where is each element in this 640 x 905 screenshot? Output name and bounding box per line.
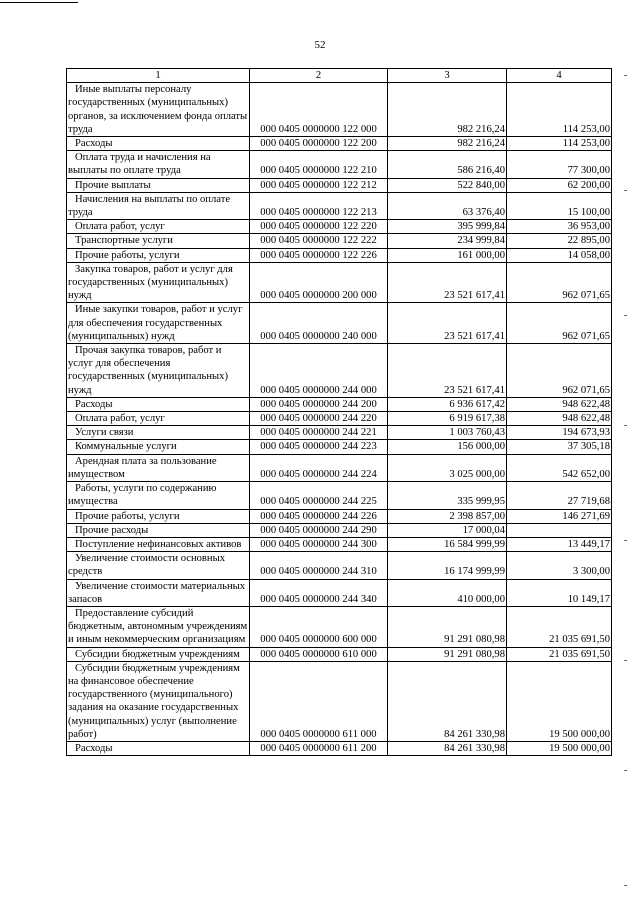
table-row: [67, 344, 612, 398]
row-value-col3: 6 936 617,42: [388, 397, 507, 411]
column-header: 1: [67, 69, 250, 83]
row-code: 000 0405 0000000 122 200: [250, 137, 388, 151]
row-name: Оплата труда и начисления на выплаты по оплате труда: [67, 151, 250, 178]
table-row: [67, 509, 612, 523]
row-value-col4: 77 300,00: [507, 151, 612, 178]
table-row: [67, 606, 612, 647]
table-row: [67, 83, 612, 137]
row-name: Увеличение стоимости материальных запасов: [67, 579, 250, 606]
row-value-col3: 335 999,95: [388, 482, 507, 509]
scan-margin-mark: -: [624, 70, 628, 81]
row-value-col3: 522 840,00: [388, 178, 507, 192]
budget-table: [66, 68, 612, 756]
row-name: Иные закупки товаров, работ и услуг для обеспечения государственных (муниципальных) нужд: [67, 303, 250, 344]
row-name: Увеличение стоимости основных средств: [67, 552, 250, 579]
table-row: [67, 412, 612, 426]
row-value-col4: [507, 523, 612, 537]
row-name: Прочие выплаты: [67, 178, 250, 192]
row-value-col4: 948 622,48: [507, 412, 612, 426]
row-value-col3: 161 000,00: [388, 248, 507, 262]
row-value-col3: 156 000,00: [388, 440, 507, 454]
table-row: [67, 523, 612, 537]
row-code: 000 0405 0000000 244 310: [250, 552, 388, 579]
row-code: 000 0405 0000000 122 222: [250, 234, 388, 248]
row-code: 000 0405 0000000 611 000: [250, 661, 388, 741]
row-code: 000 0405 0000000 244 224: [250, 454, 388, 481]
row-name: Коммунальные услуги: [67, 440, 250, 454]
scan-margin-mark: -: [624, 310, 628, 321]
row-code: 000 0405 0000000 244 340: [250, 579, 388, 606]
table-row: [67, 397, 612, 411]
row-value-col4: 114 253,00: [507, 137, 612, 151]
row-code: 000 0405 0000000 244 225: [250, 482, 388, 509]
row-value-col3: 6 919 617,38: [388, 412, 507, 426]
row-name: Предоставление субсидий бюджетным, автономным учреждениям и иным некоммерческим организациям: [67, 606, 250, 647]
table-row: [67, 482, 612, 509]
row-value-col3: 23 521 617,41: [388, 262, 507, 303]
row-code: 000 0405 0000000 611 200: [250, 741, 388, 755]
row-name: Работы, услуги по содержанию имущества: [67, 482, 250, 509]
column-header: 3: [388, 69, 507, 83]
scan-margin-mark: -: [624, 655, 628, 666]
row-value-col4: 10 149,17: [507, 579, 612, 606]
table-row: [67, 151, 612, 178]
row-value-col3: 2 398 857,00: [388, 509, 507, 523]
table-row: [67, 262, 612, 303]
table-row: [67, 440, 612, 454]
row-name: Субсидии бюджетным учреждениям: [67, 647, 250, 661]
row-code: 000 0405 0000000 244 200: [250, 397, 388, 411]
row-code: 000 0405 0000000 122 220: [250, 220, 388, 234]
table-row: [67, 552, 612, 579]
table-row: [67, 234, 612, 248]
row-name: Услуги связи: [67, 426, 250, 440]
row-name: Прочие работы, услуги: [67, 509, 250, 523]
row-value-col3: 234 999,84: [388, 234, 507, 248]
row-value-col4: 27 719,68: [507, 482, 612, 509]
table-row: [67, 248, 612, 262]
row-value-col3: 17 000,04: [388, 523, 507, 537]
scan-margin-mark: -: [624, 535, 628, 546]
table-row: [67, 137, 612, 151]
row-name: Субсидии бюджетным учреждениям на финансовое обеспечение государственного (муниципального) задания на оказание государственных (муниципальных) услуг (выполнение работ): [67, 661, 250, 741]
row-name: Иные выплаты персоналу государственных (муниципальных) органов, за исключением фонда оплаты труда: [67, 83, 250, 137]
table-row: [67, 647, 612, 661]
table-row: [67, 579, 612, 606]
row-value-col4: 962 071,65: [507, 303, 612, 344]
scan-margin-mark: -: [624, 880, 628, 891]
header-rule: [0, 2, 78, 3]
table-row: [67, 192, 612, 219]
row-value-col4: 3 300,00: [507, 552, 612, 579]
row-value-col4: 19 500 000,00: [507, 741, 612, 755]
row-value-col3: 3 025 000,00: [388, 454, 507, 481]
row-value-col4: 62 200,00: [507, 178, 612, 192]
row-name: Расходы: [67, 397, 250, 411]
row-value-col3: 91 291 080,98: [388, 647, 507, 661]
row-name: Закупка товаров, работ и услуг для государственных (муниципальных) нужд: [67, 262, 250, 303]
row-value-col4: 37 305,18: [507, 440, 612, 454]
row-name: Прочие расходы: [67, 523, 250, 537]
row-value-col3: 16 174 999,99: [388, 552, 507, 579]
row-code: 000 0405 0000000 244 220: [250, 412, 388, 426]
row-value-col3: 63 376,40: [388, 192, 507, 219]
row-name: Прочие работы, услуги: [67, 248, 250, 262]
table-row: [67, 303, 612, 344]
row-code: 000 0405 0000000 122 000: [250, 83, 388, 137]
row-code: 000 0405 0000000 244 300: [250, 537, 388, 551]
row-value-col4: 13 449,17: [507, 537, 612, 551]
row-value-col4: 36 953,00: [507, 220, 612, 234]
row-code: 000 0405 0000000 122 226: [250, 248, 388, 262]
row-value-col3: 23 521 617,41: [388, 344, 507, 398]
row-value-col3: 410 000,00: [388, 579, 507, 606]
row-name: Транспортные услуги: [67, 234, 250, 248]
row-code: 000 0405 0000000 244 226: [250, 509, 388, 523]
table-row: [67, 661, 612, 741]
table-row: [67, 741, 612, 755]
row-value-col3: 586 216,40: [388, 151, 507, 178]
row-name: Начисления на выплаты по оплате труда: [67, 192, 250, 219]
row-code: 000 0405 0000000 600 000: [250, 606, 388, 647]
scan-margin-mark: -: [624, 185, 628, 196]
row-value-col4: 22 895,00: [507, 234, 612, 248]
row-code: 000 0405 0000000 244 223: [250, 440, 388, 454]
row-code: 000 0405 0000000 122 210: [250, 151, 388, 178]
scan-margin-mark: -: [624, 765, 628, 776]
table-row: [67, 454, 612, 481]
table-row: [67, 426, 612, 440]
row-value-col4: 14 058,00: [507, 248, 612, 262]
row-code: 000 0405 0000000 244 221: [250, 426, 388, 440]
row-value-col4: 194 673,93: [507, 426, 612, 440]
row-name: Оплата работ, услуг: [67, 220, 250, 234]
row-value-col4: 948 622,48: [507, 397, 612, 411]
row-code: 000 0405 0000000 122 213: [250, 192, 388, 219]
column-header: 2: [250, 69, 388, 83]
row-value-col3: 982 216,24: [388, 83, 507, 137]
row-value-col3: 1 003 760,43: [388, 426, 507, 440]
row-name: Арендная плата за пользование имуществом: [67, 454, 250, 481]
row-value-col3: 91 291 080,98: [388, 606, 507, 647]
scan-margin-mark: -: [624, 420, 628, 431]
row-value-col4: 146 271,69: [507, 509, 612, 523]
header-row: [67, 69, 612, 83]
row-value-col4: 542 652,00: [507, 454, 612, 481]
row-value-col3: 982 216,24: [388, 137, 507, 151]
row-value-col3: 16 584 999,99: [388, 537, 507, 551]
row-name: Прочая закупка товаров, работ и услуг для обеспечения государственных (муниципальных) нужд: [67, 344, 250, 398]
page-number: 52: [314, 39, 326, 51]
table-row: [67, 178, 612, 192]
row-value-col3: 23 521 617,41: [388, 303, 507, 344]
row-name: Оплата работ, услуг: [67, 412, 250, 426]
table-row: [67, 537, 612, 551]
column-header: 4: [507, 69, 612, 83]
row-code: 000 0405 0000000 244 000: [250, 344, 388, 398]
row-name: Расходы: [67, 741, 250, 755]
row-value-col4: 962 071,65: [507, 262, 612, 303]
table-row: [67, 220, 612, 234]
row-name: Поступление нефинансовых активов: [67, 537, 250, 551]
row-code: 000 0405 0000000 200 000: [250, 262, 388, 303]
row-code: 000 0405 0000000 122 212: [250, 178, 388, 192]
row-value-col4: 21 035 691,50: [507, 606, 612, 647]
row-code: 000 0405 0000000 244 290: [250, 523, 388, 537]
row-value-col3: 395 999,84: [388, 220, 507, 234]
row-value-col4: 114 253,00: [507, 83, 612, 137]
row-value-col4: 962 071,65: [507, 344, 612, 398]
row-code: 000 0405 0000000 240 000: [250, 303, 388, 344]
row-name: Расходы: [67, 137, 250, 151]
row-value-col3: 84 261 330,98: [388, 741, 507, 755]
row-value-col4: 19 500 000,00: [507, 661, 612, 741]
row-value-col3: 84 261 330,98: [388, 661, 507, 741]
row-value-col4: 15 100,00: [507, 192, 612, 219]
row-value-col4: 21 035 691,50: [507, 647, 612, 661]
row-code: 000 0405 0000000 610 000: [250, 647, 388, 661]
